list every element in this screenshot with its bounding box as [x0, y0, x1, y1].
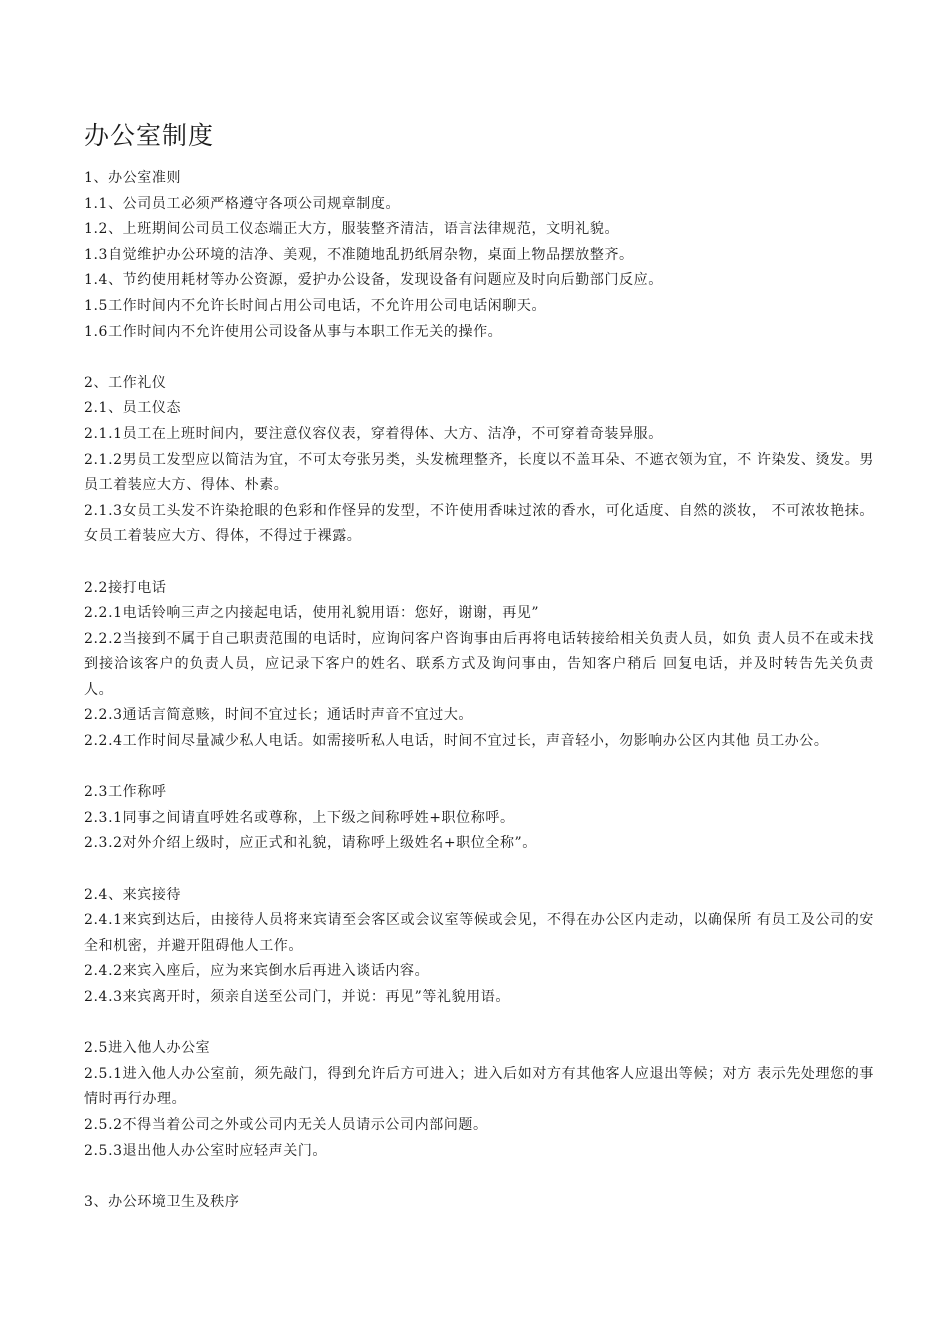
document-page: [84, 118, 874, 1215]
document-line: 2.1、员工仪态: [84, 400, 182, 417]
document-line: 1.4、节约使用耗材等办公资源，爱护办公设备，发现设备有问题应及时向后勤部门反应。: [84, 272, 663, 289]
document-line: 2.2.2当接到不属于自己职责范围的电话时，应询问客户咨询事由后再将电话转接给相关负责人员，如负 责人员不在或未找到接洽该客户的负责人员，应记录下客户的姓名、联系方式及询问事由，告知客户稍后 回复电话，并及时转告先关负责人。: [84, 630, 874, 698]
document-line: 3、办公环境卫生及秩序: [84, 1193, 240, 1210]
document-line: 2.3.1同事之间请直呼姓名或尊称，上下级之间称呼姓+职位称呼。: [84, 809, 515, 826]
document-line: 2.5.2不得当着公司之外或公司内无关人员请示公司内部问题。: [84, 1116, 488, 1133]
document-line: 2.2接打电话: [84, 579, 167, 596]
document-body: [84, 166, 874, 1215]
paragraph-gap: [84, 1164, 874, 1190]
document-line: 2.3工作称呼: [84, 784, 167, 801]
document-line: 2.2.3通话言简意赅，时间不宜过长；通话时声音不宜过大。: [84, 707, 474, 724]
document-line: 2.5.1进入他人办公室前，须先敲门，得到允许后方可进入；进入后如对方有其他客人应退出等候；对方 表示先处理您的事情时再行办理。: [84, 1065, 874, 1108]
document-line: 1.3自觉维护办公环境的洁净、美观，不准随地乱扔纸屑杂物，桌面上物品摆放整齐。: [84, 246, 634, 263]
document-line: 2.5进入他人办公室: [84, 1040, 211, 1057]
document-line: 2.2.4工作时间尽量减少私人电话。如需接听私人电话，时间不宜过长，声音轻小，勿影响办公区内其他 员工办公。: [84, 733, 829, 750]
document-line: 2.4.1来宾到达后，由接待人员将来宾请至会客区或会议室等候或会见，不得在办公区内走动，以确保所 有员工及公司的安全和机密，并避开阻碍他人工作。: [84, 912, 874, 954]
document-line: 1.6工作时间内不允许使用公司设备从事与本职工作无关的操作。: [84, 323, 503, 340]
paragraph-gap: [84, 1011, 874, 1037]
document-line: 2.2.1电话铃响三声之内接起电话，使用礼貌用语：您好，谢谢，再见”: [84, 605, 540, 622]
document-line: 1.2、上班期间公司员工仪态端正大方，服装整齐清洁，语言法律规范，文明礼貌。: [84, 221, 620, 238]
paragraph-gap: [84, 345, 874, 371]
paragraph-gap: [84, 857, 874, 883]
document-title: 办公室制度: [84, 121, 215, 150]
paragraph-gap: [84, 755, 874, 781]
document-line: 1.1、公司员工必须严格遵守各项公司规章制度。: [84, 195, 401, 212]
document-line: 2、工作礼仪: [84, 374, 167, 391]
document-line: 2.1.1员工在上班时间内，要注意仪容仪表，穿着得体、大方、洁净，不可穿着奇装异服。: [84, 425, 663, 442]
document-line: 2.1.2男员工发型应以简洁为宜，不可太夸张另类，头发梳理整齐，长度以不盖耳朵、不遮衣领为宜，不 许染发、烫发。男员工着装应大方、得体、朴素。: [84, 451, 874, 494]
document-line: 2.1.3女员工头发不许染抢眼的色彩和作怪异的发型，不许使用香味过浓的香水，可化适度、自然的淡妆， 不可浓妆艳抹。女员工着装应大方、得体，不得过于裸露。: [84, 502, 874, 545]
document-line: 2.4、来宾接待: [84, 886, 182, 903]
document-line: 1、办公室准则: [84, 170, 182, 186]
document-line: 1.5工作时间内不允许长时间占用公司电话，不允许用公司电话闲聊天。: [84, 297, 547, 314]
paragraph-gap: [84, 550, 874, 576]
document-line: 2.4.3来宾离开时，须亲自送至公司门，并说：再见”等礼貌用语。: [84, 989, 510, 1005]
document-line: 2.5.3退出他人办公室时应轻声关门。: [84, 1142, 328, 1159]
document-line: 2.4.2来宾入座后，应为来宾倒水后再进入谈话内容。: [84, 963, 430, 980]
document-line: 2.3.2对外介绍上级时，应正式和礼貌，请称呼上级姓名+职位全称”。: [84, 835, 537, 852]
